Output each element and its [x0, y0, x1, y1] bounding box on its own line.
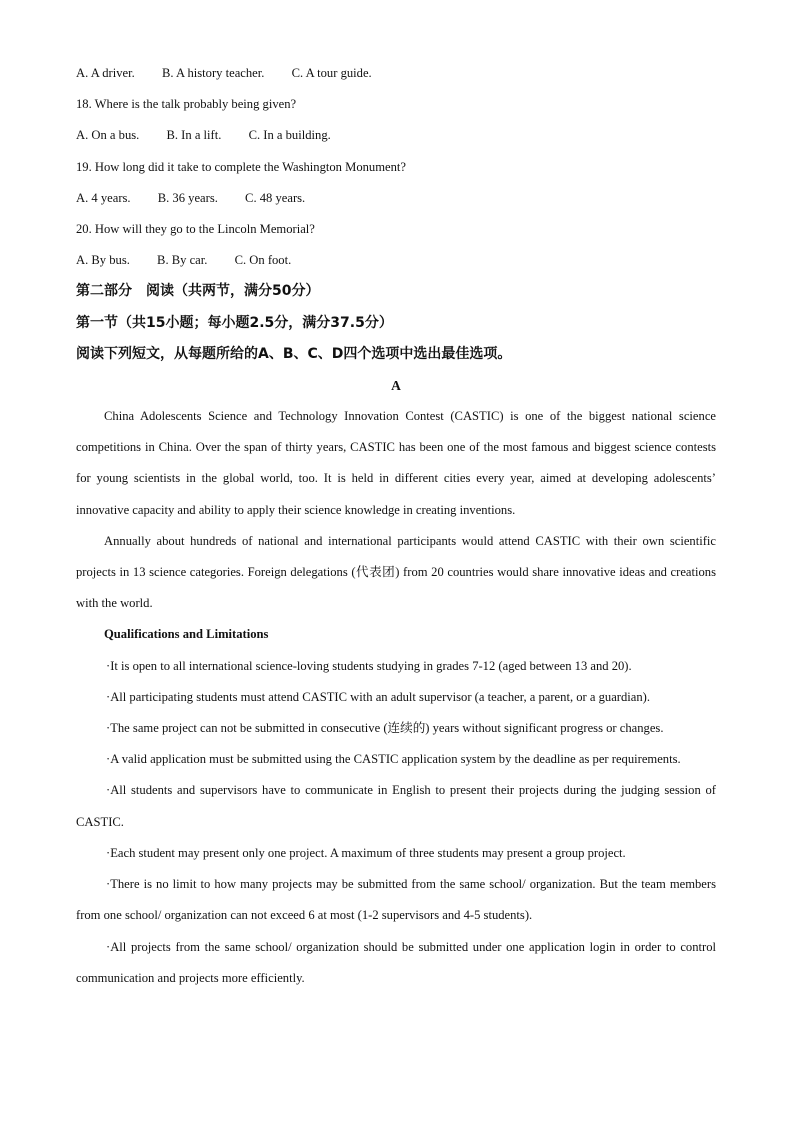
passage-paragraph-1: China Adolescents Science and Technology Innovation Contest (CASTIC) is one of the biggest national science competitions in China. Over the span of thirty years, CASTIC has been one of the most famous and biggest science contests for young scientists in the global world, too. It is held in different cities every year, aimed at developing adolescents’ innovative capacity and ability to apply their science knowledge in creating inventions. [76, 409, 716, 517]
rule-item: ·There is no limit to how many projects may be submitted from the same school/ organization. But the team members from one school/ organization can not exceed 6 at most (1-2 supervisors and 4-5 students). [76, 877, 716, 923]
q20-option-b: B. By car. [157, 253, 208, 268]
q18-option-a: A. On a bus. [76, 128, 140, 143]
rule-item: ·Each student may present only one project. A maximum of three students may present a group project. [106, 845, 626, 860]
q18-question: 18. Where is the talk probably being given? [76, 97, 297, 112]
q19-options [76, 183, 716, 214]
rule-item: ·The same project can not be submitted in consecutive (连续的) years without significant progress or changes. [106, 721, 664, 736]
q17-option-b: B. A history teacher. [161, 66, 265, 80]
q18-option-b: B. In a lift. [166, 128, 222, 143]
q20-options [76, 245, 716, 276]
rule-item: ·All participating students must attend CASTIC with an adult supervisor (a teacher, a parent, or a guardian). [106, 689, 651, 704]
q19-question: 19. How long did it take to complete the Washington Monument? [76, 159, 406, 174]
q19-option-c: C. 48 years. [245, 190, 306, 205]
q17-options [76, 58, 716, 89]
q20-option-c: C. On foot. [234, 253, 292, 268]
passage-label: A [391, 377, 401, 393]
rule-item: ·It is open to all international science-loving students studying in grades 7-12 (aged between 13 and 20). [106, 658, 632, 673]
section-title: 第一节（共15小题；每小题2.5分，满分37.5分） [76, 314, 393, 331]
exam-page [76, 58, 716, 994]
q19-option-a: A. 4 years. [76, 190, 131, 205]
q17-option-a: A. A driver. [76, 66, 135, 80]
part-title: 第二部分 阅读（共两节，满分50分） [76, 283, 320, 300]
q20-question: 20. How will they go to the Lincoln Memorial? [76, 221, 315, 236]
q17-option-c: C. A tour guide. [291, 66, 372, 80]
rule-item: ·All students and supervisors have to communicate in English to present their projects during the judging session of CASTIC. [76, 783, 716, 829]
q20-option-a: A. By bus. [76, 253, 130, 268]
passage-paragraph-2: Annually about hundreds of national and international participants would attend CASTIC with their own scientific projects in 13 science categories. Foreign delegations (代表团) from 20 countries would share innovative ideas and creations with the world. [76, 533, 716, 611]
q19-option-b: B. 36 years. [157, 190, 218, 205]
q18-option-c: C. In a building. [248, 128, 331, 143]
rule-item: ·A valid application must be submitted using the CASTIC application system by the deadline as per requirements. [106, 752, 681, 767]
qualifications-heading: Qualifications and Limitations [104, 627, 269, 642]
reading-instruction: 阅读下列短文，从每题所给的A、B、C、D四个选项中选出最佳选项。 [76, 345, 512, 362]
rule-item: ·All projects from the same school/ organization should be submitted under one application login in order to control communication and projects more efficiently. [76, 939, 716, 985]
q18-options [76, 120, 716, 151]
